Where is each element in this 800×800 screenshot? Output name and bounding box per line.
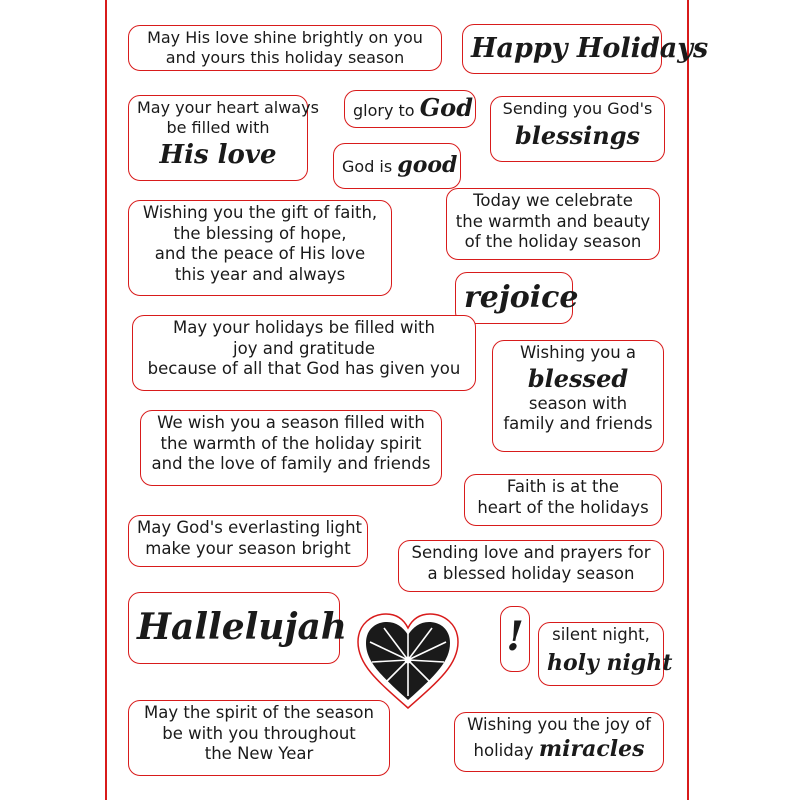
- hallelujah-text: Hallelujah: [137, 606, 347, 648]
- stamp-script-text: God: [419, 93, 473, 122]
- stamp-sending-blessings: [490, 96, 665, 162]
- stamp-faith-heart: [464, 474, 662, 526]
- stamp-text-line: make your season bright: [145, 538, 351, 558]
- stamp-text-line: season with: [528, 393, 628, 413]
- stamp-wishing-blessed: [492, 340, 664, 452]
- stamp-script-text: blessings: [514, 121, 641, 150]
- stamp-text-line: May your heart always: [137, 98, 319, 117]
- stamp-text-line: We wish you a season filled with: [157, 413, 425, 432]
- stamp-today-celebrate: [446, 188, 660, 260]
- stamp-text-line: joy and gratitude: [233, 338, 375, 358]
- stamp-text-line: and yours this holiday season: [165, 48, 405, 67]
- stamp-text-line: silent night,: [552, 625, 650, 644]
- rejoice-text: rejoice: [464, 280, 579, 315]
- stamp-text-line: Wishing you a: [519, 343, 637, 362]
- stamp-text-line: May your holidays be filled with: [173, 318, 435, 337]
- stamp-text-line: heart of the holidays: [477, 497, 649, 517]
- stamp-text-line: May God's everlasting light: [137, 518, 363, 537]
- stamp-text-line: the warmth and beauty: [455, 211, 651, 231]
- stamp-script-text: blessed: [527, 363, 629, 393]
- stamp-rejoice: [455, 272, 579, 324]
- stamp-script-text: His love: [159, 140, 277, 170]
- stamp-heart-always: [128, 95, 319, 181]
- stamp-text-line: May His love shine brightly on you: [147, 28, 423, 47]
- stamp-gift-of-faith: [128, 200, 392, 296]
- stamp-text-line: Faith is at the: [506, 477, 620, 496]
- stamp-glory-to-god: [344, 90, 476, 128]
- stamp-prefix-text: holiday: [473, 740, 534, 760]
- stamp-text-line: and the love of family and friends: [151, 454, 431, 474]
- stamp-season-filled: [140, 410, 442, 486]
- stamp-text-line: Sending you God's: [502, 99, 653, 118]
- happy-holidays-text: Happy Holidays: [471, 33, 709, 64]
- stamp-text-line: a blessed holiday season: [427, 563, 635, 583]
- stamp-text-line: the blessing of hope,: [173, 223, 347, 243]
- stamp-prefix-text: glory to: [353, 101, 415, 120]
- stamp-text-line: because of all that God has given you: [147, 359, 461, 379]
- stamp-sending-love: [398, 540, 664, 592]
- stamp-prefix-text: God is: [342, 157, 393, 176]
- stamp-happy-holidays: [462, 24, 709, 74]
- stamp-text-line: May the spirit of the season: [144, 703, 374, 722]
- stamp-script-text: holy night: [547, 649, 673, 676]
- stamp-text-line: Today we celebrate: [473, 191, 633, 210]
- stamp-hallelujah: [128, 592, 347, 664]
- stamp-text-line: and the peace of His love: [154, 244, 366, 264]
- stamp-everlasting-light: [128, 515, 368, 567]
- exclamation-text: !: [506, 613, 524, 660]
- stamp-text-line: of the holiday season: [464, 232, 642, 252]
- stamp-love-shine: [128, 25, 442, 71]
- stamp-exclamation: [500, 606, 530, 672]
- stamp-silent-night: [538, 622, 673, 686]
- stamp-text-line: this year and always: [174, 264, 346, 284]
- stamp-text-line: be filled with: [166, 118, 270, 137]
- stamp-text-line: family and friends: [503, 414, 653, 434]
- stamp-text-line: Sending love and prayers for: [411, 543, 651, 562]
- stamp-spirit-season: [128, 700, 390, 776]
- stamp-text-line: be with you throughout: [162, 723, 356, 743]
- stamp-holidays-filled: [132, 315, 476, 391]
- stamp-script-text: miracles: [538, 735, 645, 762]
- stamp-joy-miracles: [454, 712, 664, 772]
- stamp-text-line: the warmth of the holiday spirit: [160, 433, 422, 453]
- stamp-script-text: good: [397, 152, 458, 178]
- stamp-god-is-good: [333, 143, 461, 189]
- stamp-text-line: Wishing you the joy of: [467, 715, 651, 734]
- stamp-text-line: Wishing you the gift of faith,: [142, 203, 378, 222]
- stamp-text-line: the New Year: [204, 744, 314, 764]
